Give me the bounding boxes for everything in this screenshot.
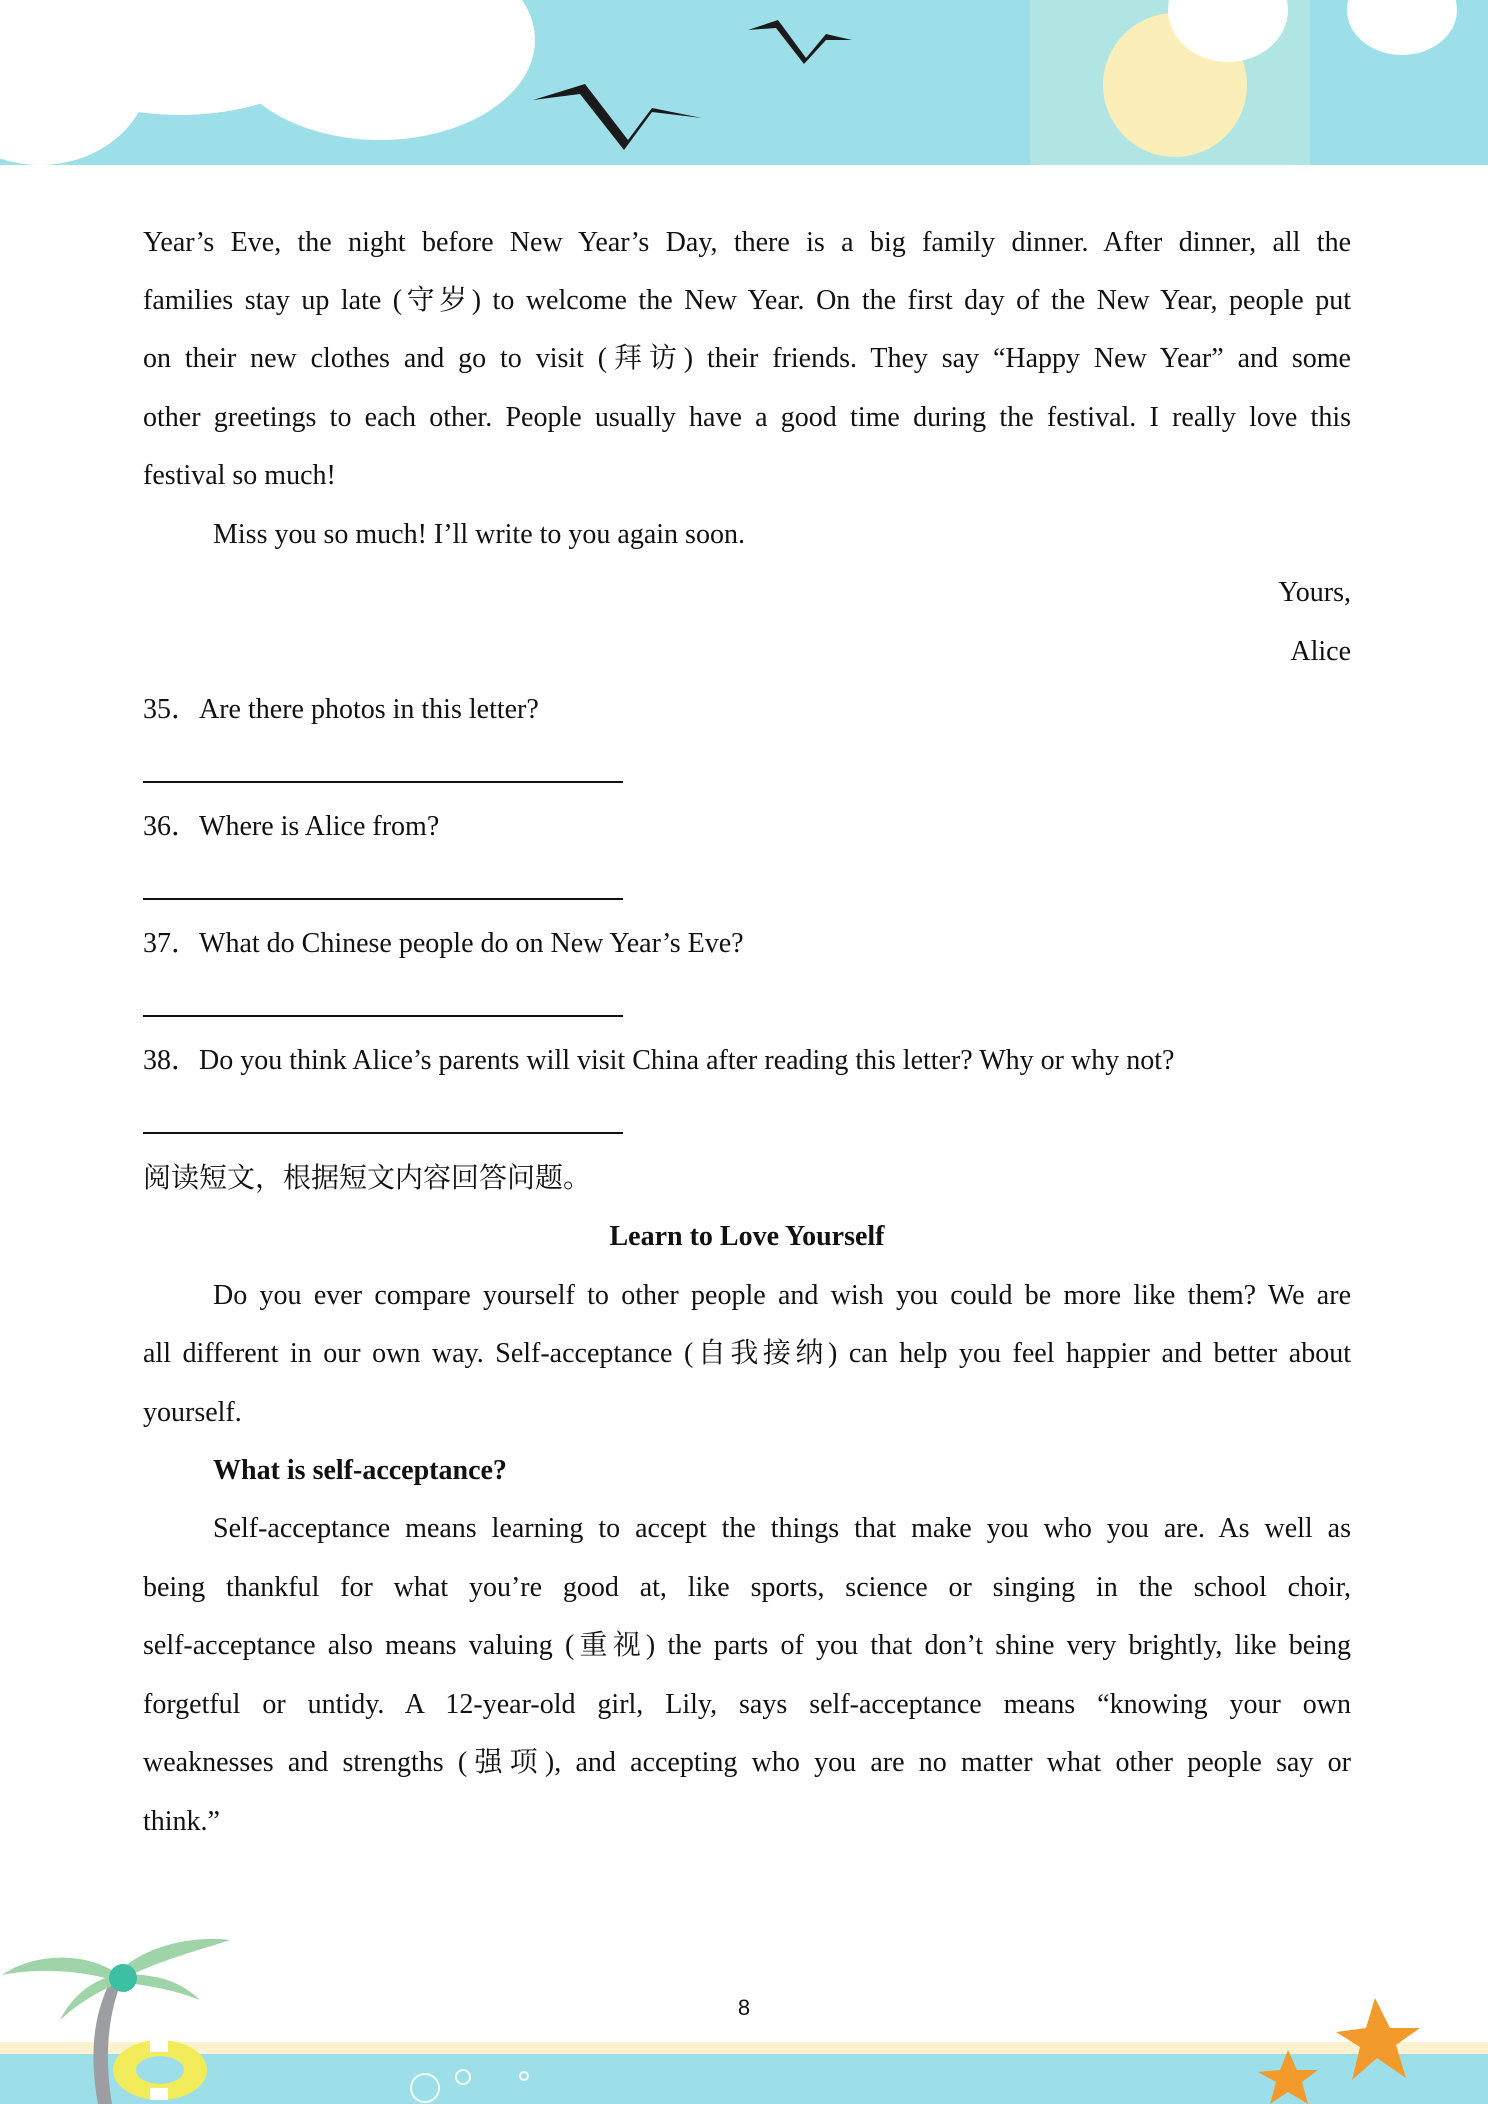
question-text: What do Chinese people do on New Year’s Eve? — [199, 928, 744, 959]
answer-line-37[interactable] — [143, 1015, 623, 1017]
question-number: 37． — [143, 928, 200, 959]
letter-signoff: Yours, — [1278, 577, 1351, 608]
passage-line: forgetful or untidy. A 12-year-old girl, Lily, says self-acceptance means “knowing your own — [143, 1689, 1351, 1720]
question-35 — [143, 681, 1351, 739]
page-number: 8 — [737, 1995, 751, 2020]
question-text: Do you think Alice’s parents will visit China after reading this letter? Why or why not? — [199, 1045, 1175, 1076]
passage-line: self-acceptance also means valuing (重视) the parts of you that don’t shine very brightly, like being — [143, 1630, 1351, 1661]
answer-line-38[interactable] — [143, 1132, 623, 1134]
sand-strip — [0, 2042, 1488, 2054]
letter-line: Year’s Eve, the night before New Year’s Day, there is a big family dinner. After dinner, all the — [143, 227, 1351, 258]
question-text: Where is Alice from? — [199, 811, 440, 842]
question-number: 35． — [143, 694, 200, 725]
question-36 — [143, 798, 1351, 856]
question-number: 36． — [143, 811, 200, 842]
sea-strip — [0, 2054, 1488, 2104]
passage-line: yourself. — [143, 1397, 242, 1428]
question-37 — [143, 915, 1351, 973]
passage-title: Learn to Love Yourself — [609, 1221, 885, 1252]
question-38 — [143, 1032, 1351, 1090]
passage-line: think.” — [143, 1806, 220, 1837]
letter-closing-line: Miss you so much! I’ll write to you again soon. — [213, 519, 745, 550]
passage-line: weaknesses and strengths (强项), and accepting who you are no matter what other people say or — [143, 1747, 1351, 1778]
passage-line: all different in our own way. Self-acceptance (自我接纳) can help you feel happier and better about — [143, 1338, 1351, 1369]
question-number: 38． — [143, 1045, 200, 1076]
answer-line-36[interactable] — [143, 898, 623, 900]
reading-instruction: 阅读短文，根据短文内容回答问题。 — [143, 1163, 592, 1194]
question-text: Are there photos in this letter? — [199, 694, 539, 725]
passage-subheading: What is self-acceptance? — [213, 1455, 507, 1486]
letter-line: other greetings to each other. People usually have a good time during the festival. I really love this — [143, 402, 1351, 433]
answer-line-35[interactable] — [143, 781, 623, 783]
float-ring-icon — [113, 2040, 207, 2100]
letter-line: on their new clothes and go to visit (拜访) their friends. They say “Happy New Year” and some — [143, 343, 1351, 374]
letter-signature: Alice — [1290, 636, 1351, 667]
letter-line: festival so much! — [143, 460, 336, 491]
header-sky-decoration — [0, 0, 1488, 170]
passage-line: being thankful for what you’re good at, like sports, science or singing in the school choir, — [143, 1572, 1351, 1603]
passage-line: Do you ever compare yourself to other people and wish you could be more like them? We are — [213, 1280, 1351, 1311]
passage-line: Self-acceptance means learning to accept the things that make you who you are. As well as — [213, 1513, 1351, 1544]
letter-line: families stay up late (守岁) to welcome the New Year. On the first day of the New Year, people put — [143, 285, 1351, 316]
